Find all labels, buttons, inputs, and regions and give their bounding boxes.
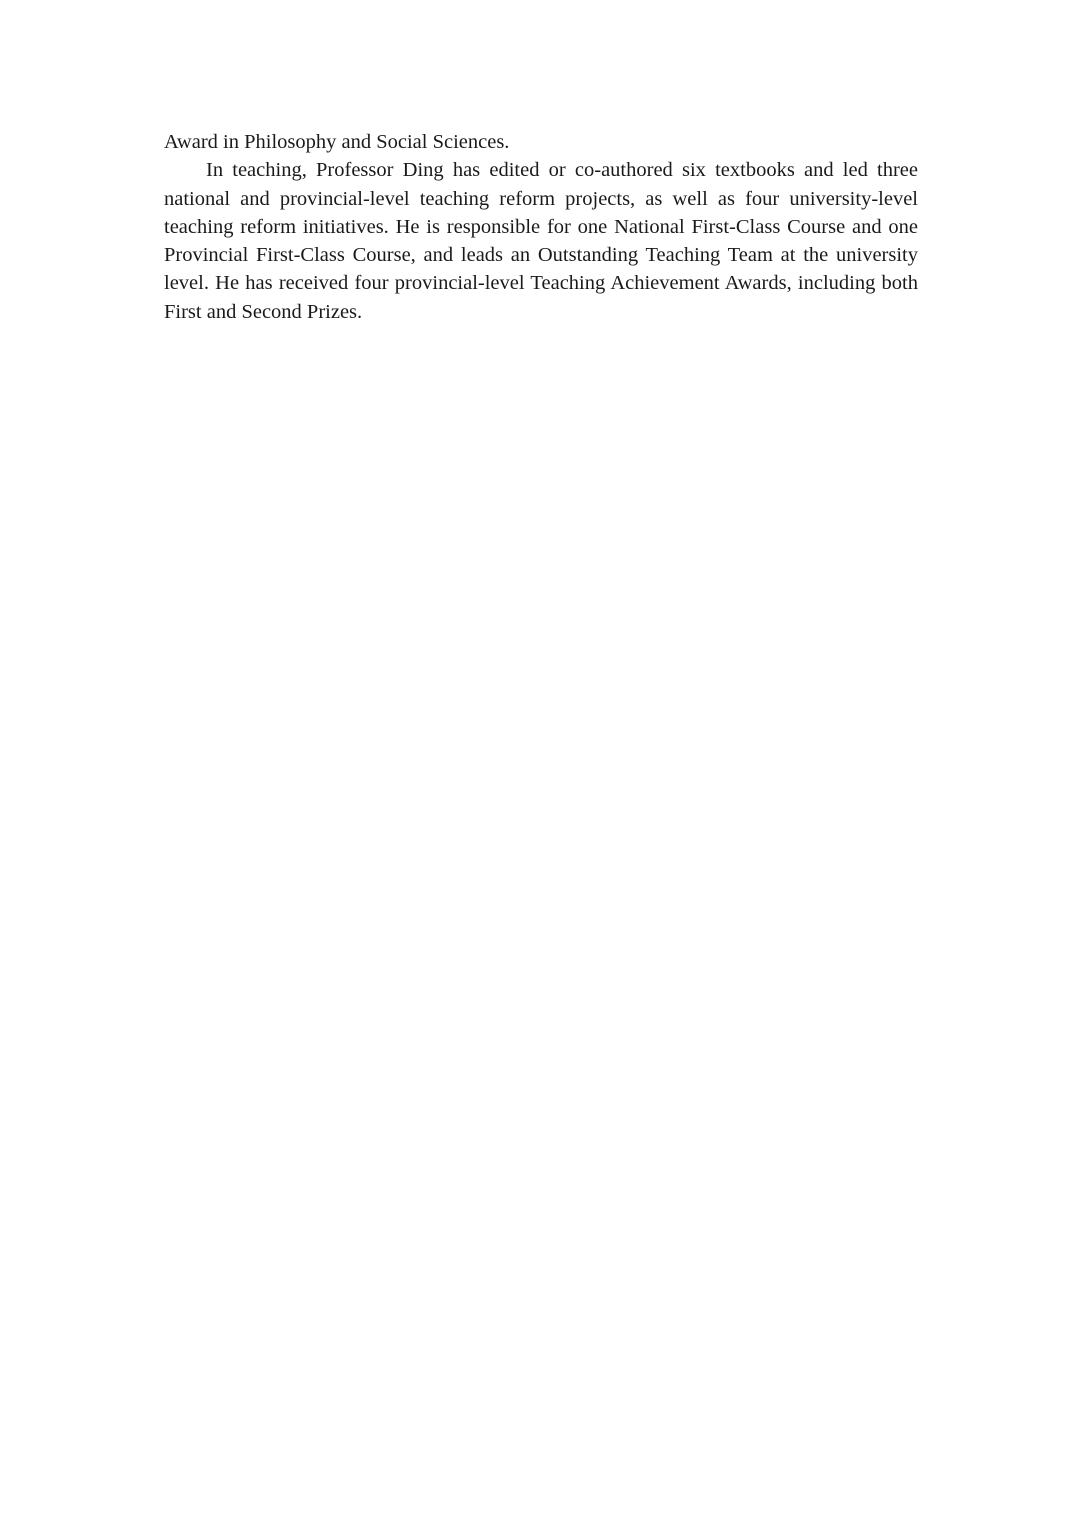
paragraph-teaching: In teaching, Professor Ding has edited or co-authored six textbooks and led three national and provincial-level teaching reform projects, as well as four university-level teaching reform initiatives. He is responsible for one National First-Class Course and one Provincial First-Class Course, and leads an Outstanding Teaching Team at the university level. He has received four provincial-level Teaching Achievement Awards, including both First and Second Prizes. xyxy=(164,159,918,323)
body-text xyxy=(164,128,918,326)
paragraph-continuation: Award in Philosophy and Social Sciences. xyxy=(164,131,510,153)
